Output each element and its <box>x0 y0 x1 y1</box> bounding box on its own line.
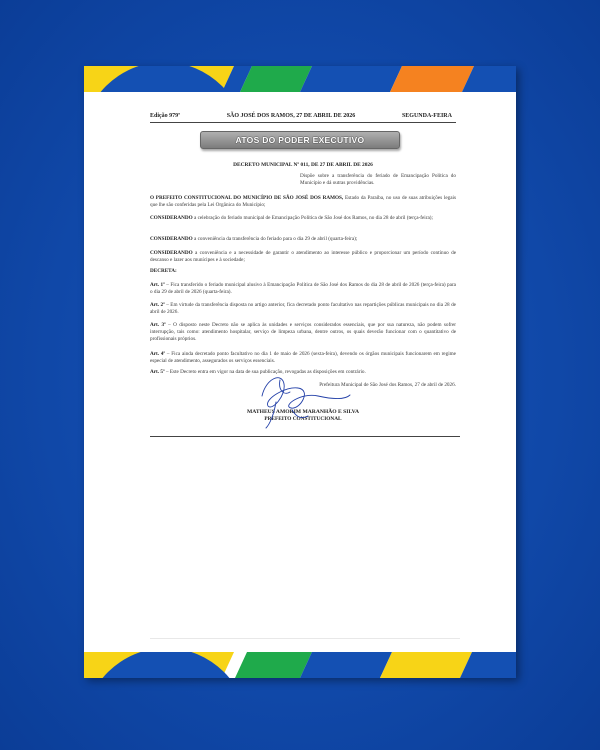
signature-stroke <box>262 378 350 428</box>
bottom-decorative-band <box>84 652 516 678</box>
header-city-date: SÃO JOSÉ DOS RAMOS, 27 DE ABRIL DE 2026 <box>226 113 356 119</box>
preamble-lead: O PREFEITO CONSTITUCIONAL DO MUNICÍPIO DE SÃO JOSÉ DOS RAMOS, <box>150 195 344 201</box>
article-label: Art. 1º <box>150 282 165 288</box>
band-green-stripe <box>240 66 312 92</box>
decreta-heading: DECRETA: <box>150 268 177 274</box>
handwritten-signature <box>244 366 364 436</box>
signatory-name: MATHEUS AMORIM MARANHÃO E SILVA <box>246 409 360 415</box>
footer-divider <box>150 638 460 639</box>
article-paragraph <box>150 351 456 365</box>
considerando-lead: CONSIDERANDO <box>150 250 193 256</box>
decree-end-divider <box>150 436 460 437</box>
article-label: Art. 2º <box>150 302 165 308</box>
considerando-text: a conveniência e a necessidade de garantir o atendimento ao interesse público e proporcionar um período contínuo de descanso e lazer aos munícipes e à sociedade; <box>150 250 456 263</box>
article-paragraph <box>150 302 456 316</box>
article-paragraph <box>150 322 456 343</box>
article-text: – Em virtude da transferência disposta no artigo anterior, fica decretado ponto facultativo nas repartições públicas municipais no dia 28 de abril de 2026. <box>150 302 456 315</box>
signatory-role: PREFEITO CONSTITUCIONAL <box>264 416 342 422</box>
article-paragraph <box>150 282 456 296</box>
decree-preamble <box>150 195 456 209</box>
article-text: – Este Decreto entra em vigor na data de sua publicação, revogadas as disposições em contrário. <box>164 369 366 375</box>
decree-title: DECRETO MUNICIPAL Nº 011, DE 27 DE ABRIL DE 2026 <box>233 162 373 168</box>
considerando-paragraph <box>150 215 456 222</box>
band-orange-stripe <box>390 66 474 92</box>
band-yellow-stripe <box>380 652 472 678</box>
band-blue-stripe <box>300 66 402 92</box>
article-text: – Fica transferido o feriado municipal alusivo à Emancipação Política de São José dos Ramos do dia 28 de abril de 2026 (terça-feira) para o dia 29 de abril de 2026 (quarta-feira). <box>150 282 456 295</box>
considerando-text: a celebração do feriado municipal de Emancipação Política de São José dos Ramos, no dia 28 de abril (terça-feira); <box>192 215 433 221</box>
considerando-lead: CONSIDERANDO <box>150 236 193 242</box>
gazette-page <box>84 66 516 678</box>
article-text: – Fica ainda decretado ponto facultativo no dia 1 de maio de 2026 (sexta-feira), devendo os órgãos municipais funcionarem em regime especial de atendimento, assegurados os serviços essenciais. <box>150 351 456 364</box>
header-weekday: SEGUNDA-FEIRA <box>401 113 452 119</box>
article-label: Art. 3º <box>150 322 166 328</box>
band-green-stripe <box>235 652 312 678</box>
article-label: Art. 5º <box>150 369 165 375</box>
gazette-header <box>150 113 452 120</box>
top-decorative-band <box>84 66 516 92</box>
closing-place-date: Prefeitura Municipal de São José dos Ramos, 27 de abril de 2026. <box>319 382 456 388</box>
considerando-paragraph <box>150 236 456 243</box>
article-label: Art. 4º <box>150 351 166 357</box>
preamble-text: Estado da Paraíba, no uso de suas atribuições legais que lhe são conferidas pela Lei Orgânica do Município; <box>150 195 456 208</box>
considerando-lead: CONSIDERANDO <box>150 215 193 221</box>
band-blue-stripe <box>300 652 392 678</box>
considerando-text: a conveniência da transferência do feriado para o dia 29 de abril (quarta-feira); <box>192 236 358 242</box>
header-divider <box>150 122 456 123</box>
article-text: – O disposto neste Decreto não se aplica às unidades e serviços considerados essenciais, que por sua natureza, não podem sofrer interrupção, tais como: atendimento hospitalar, serviço de limpeza urbana, dentre outros, os quais deverão funcionar com o quantitativo de profissionais próprios. <box>150 322 456 342</box>
decree-ementa: Dispõe sobre a transferência do feriado de Emancipação Política do Município e dá outras providências. <box>300 173 456 186</box>
edition-number: Edição 979ª <box>150 113 180 119</box>
section-banner: ATOS DO PODER EXECUTIVO <box>200 131 400 149</box>
considerando-paragraph <box>150 250 456 264</box>
